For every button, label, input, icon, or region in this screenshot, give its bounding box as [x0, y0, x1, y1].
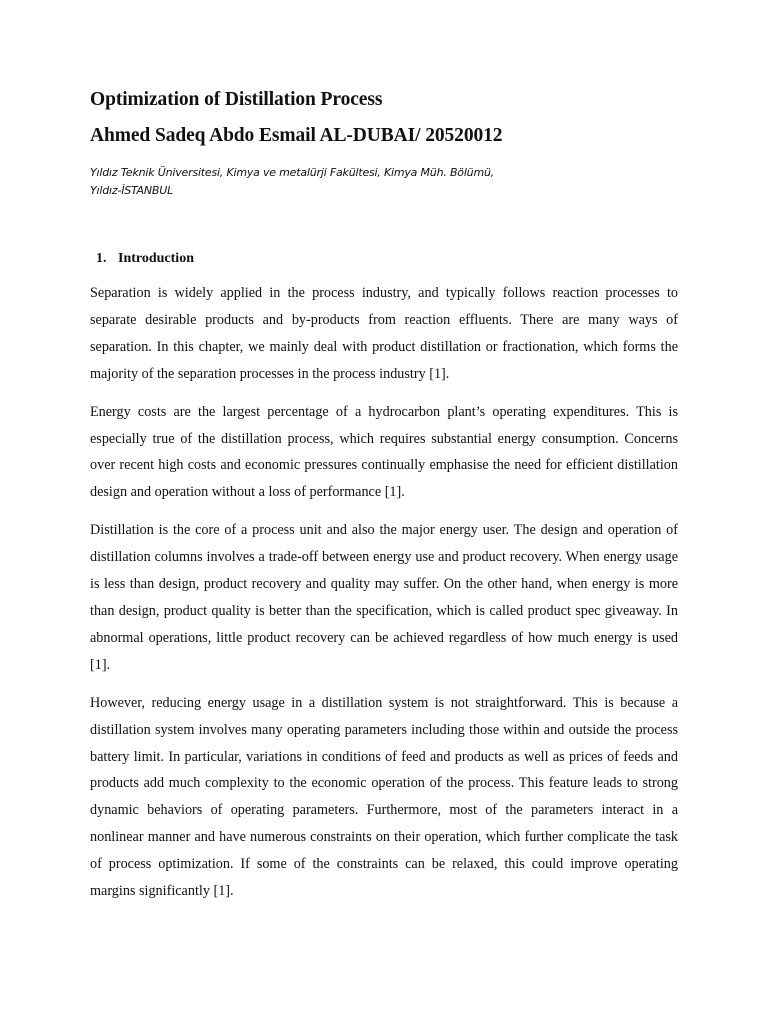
- affiliation-line-1: Yıldız Teknik Üniversitesi, Kimya ve metalürji Fakültesi, Kimya Müh. Bölümü,: [90, 166, 495, 179]
- document-body: [90, 88, 678, 916]
- paragraph-1: Separation is widely applied in the process industry, and typically follows reaction processes to separate desirable products and by-products from reaction effluents. There are many ways of separation. In this chapter, we mainly deal with product distillation or fractionation, which forms the majority of the separation processes in the process industry [1].: [90, 285, 678, 382]
- document-title: Optimization of Distillation Process: [90, 89, 383, 110]
- paragraph-4: However, reducing energy usage in a distillation system is not straightforward. This is because a distillation system involves many operating parameters including those within and outside the process battery limit. In particular, variations in conditions of feed and products as well as prices of feeds and products add much complexity to the economic operation of the process. This feature leads to strong dynamic behaviors of operating parameters. Furthermore, most of the parameters interact in a nonlinear manner and have numerous constraints on their operation, which further complicate the task of process optimization. If some of the constraints can be relaxed, this could improve operating margins significantly [1].: [90, 694, 678, 900]
- author-line: Ahmed Sadeq Abdo Esmail AL-DUBAI/ 20520012: [90, 125, 503, 146]
- section-heading-introduction: [96, 249, 678, 269]
- affiliation-line-2: Yıldız-İSTANBUL: [90, 184, 174, 197]
- section-number: 1.: [96, 251, 107, 266]
- paragraph-2: Energy costs are the largest percentage of a hydrocarbon plant’s operating expenditures. This is especially true of the distillation process, which requires substantial energy consumption. Concerns over recent high costs and economic pressures continually emphasise the need for efficient distillation design and operation without a loss of performance [1].: [90, 403, 678, 501]
- affiliation: [90, 164, 678, 200]
- paragraph-3: Distillation is the core of a process unit and also the major energy user. The design and operation of distillation columns involves a trade-off between energy use and product recovery. When energy usage is less than design, product recovery and quality may suffer. On the other hand, when energy is more than design, product quality is better than the specification, which is called product spec giveaway. In abnormal operations, little product recovery can be achieved regardless of how much energy is used [1].: [90, 522, 678, 673]
- section-title: Introduction: [118, 251, 194, 266]
